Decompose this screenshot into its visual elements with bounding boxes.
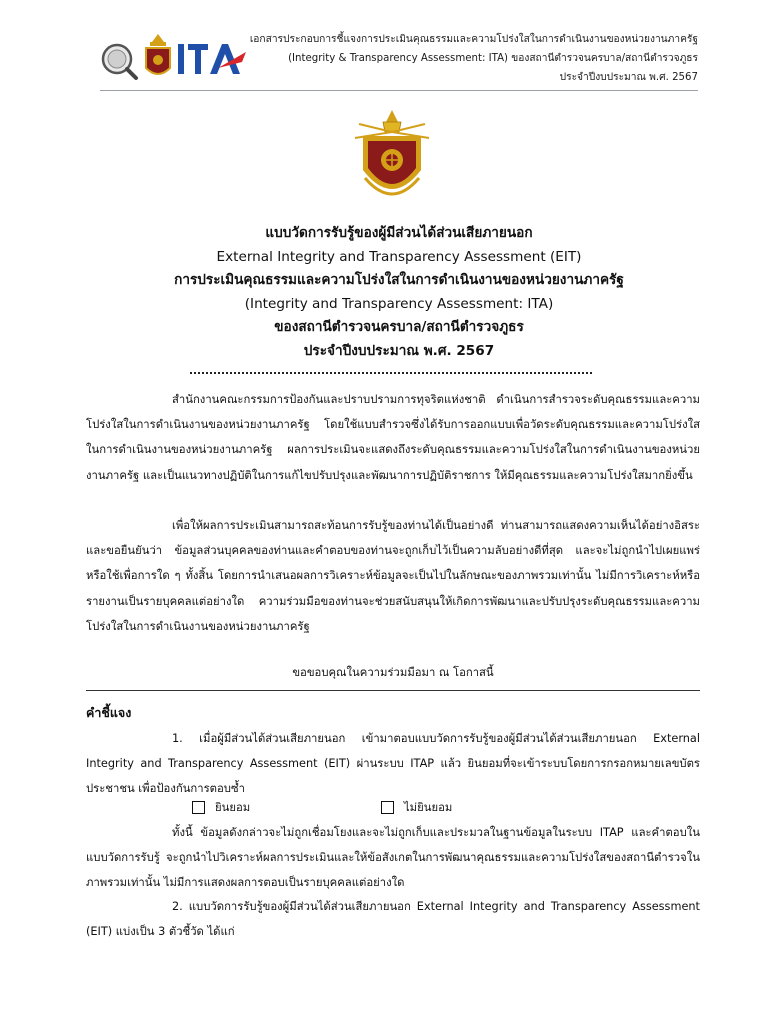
crown-icon [383, 110, 401, 132]
dotted-separator [190, 372, 592, 376]
police-emblem-small-icon [146, 34, 170, 74]
consent-yes-option[interactable] [192, 797, 250, 817]
consent-yes-label: ยินยอม [215, 801, 251, 814]
consent-no-option[interactable] [381, 797, 452, 817]
consent-no-checkbox[interactable] [381, 801, 394, 814]
instruction-item-2: 2. แบบวัดการรับรู้ของผู้มีส่วนได้ส่วนเสียภายนอก External Integrity and Transparency Assessment (EIT) แบ่งเป็น 3 ตัวชี้วัด ได้แก่ [86, 900, 700, 939]
agency-name: ของสถานีตำรวจนครบาล/สถานีตำรวจภูธร [274, 319, 524, 335]
header-line-3: ประจำปีงบประมาณ พ.ศ. 2567 [559, 72, 698, 83]
header-line-2: (Integrity & Transparency Assessment: ITA) ของสถานีตำรวจนครบาล/สถานีตำรวจภูธร [288, 53, 698, 64]
royal-thai-police-emblem [353, 108, 431, 210]
title-thai: แบบวัดการรับรู้ของผู้มีส่วนได้ส่วนเสียภายนอก [265, 225, 533, 241]
fiscal-year: ประจำปีงบประมาณ พ.ศ. 2567 [303, 342, 495, 359]
consent-no-label: ไม่ยินยอม [404, 801, 453, 814]
instruction-item-1: 1. เมื่อผู้มีส่วนได้ส่วนเสียภายนอก เข้ามาตอบแบบวัดการรับรู้ของผู้มีส่วนได้ส่วนเสียภายนอก External Integrity and Transparency Assessment (EIT) ผ่านระบบ ITAP แล้ว ยินยอมที่จะเข้าระบบโดยการกรอกหมายเลขบัตรประชาชน เพื่อป้องกันการตอบซ้ำ [86, 732, 700, 796]
instructions-heading: คำชี้แจง [86, 705, 132, 720]
document-title-block [100, 222, 698, 363]
subtitle-english: (Integrity and Transparency Assessment: ITA) [244, 295, 554, 312]
intro-paragraph-1: สำนักงานคณะกรรมการป้องกันและปราบปรามการทุจริตแห่งชาติ ดำเนินการสำรวจระดับคุณธรรมและความโปร่งใสในการดำเนินงานของหน่วยงานภาครัฐ โดยใช้แบบสำรวจซึ่งได้รับการออกแบบเพื่อวัดระดับคุณธรรมและความโปร่งใสในการดำเนินงานของหน่วยงานภาครัฐ ผลการประเมินจะแสดงถึงระดับคุณธรรมและความโปร่งใสในการดำเนินงานของหน่วยงานภาครัฐ และเป็นแนวทางปฏิบัติในการแก้ไขปรับปรุงและพัฒนาการปฏิบัติราชการ ให้มีคุณธรรมและความโปร่งใสมากยิ่งขึ้น [86, 393, 700, 482]
intro-paragraph-2: เพื่อให้ผลการประเมินสามารถสะท้อนการรับรู้ของท่านได้เป็นอย่างดี ท่านสามารถแสดงความเห็นได้อย่างอิสระ และขอยืนยันว่า ข้อมูลส่วนบุคคลของท่านและคำตอบของท่านจะถูกเก็บไว้เป็นความลับอย่างดีที่สุด และจะไม่ถูกนำไปเผยแพร่หรือใช้เพื่อการใด ๆ ทั้งสิ้น โดยการนำเสนอผลการวิเคราะห์ข้อมูลจะเป็นไปในลักษณะของภาพรวมเท่านั้น ไม่มีการวิเคราะห์หรือรายงานเป็นรายบุคคลแต่อย่างใด ความร่วมมือของท่านจะช่วยสนับสนุนให้เกิดการพัฒนาและปรับปรุงระดับคุณธรรมและความโปร่งใสในการดำเนินงานของหน่วยงานภาครัฐ [86, 519, 700, 633]
header-text [228, 30, 698, 87]
section-divider [86, 690, 700, 691]
thanks-line: ขอขอบคุณในความร่วมมือมา ณ โอกาสนี้ [292, 666, 494, 679]
instruction-item-1-note: ทั้งนี้ ข้อมูลดังกล่าวจะไม่ถูกเชื่อมโยงและจะไม่ถูกเก็บและประมวลในฐานข้อมูลในระบบ ITAP และคำตอบในแบบวัดการรับรู้ จะถูกนำไปวิเคราะห์ผลการประเมินและให้ข้อสังเกตในการพัฒนาคุณธรรมและความโปร่งใสของสถานีตำรวจในภาพรวมเท่านั้น ไม่มีการแสดงผลการตอบเป็นรายบุคคลแต่อย่างใด [86, 826, 700, 890]
magnifier-seal-icon [103, 45, 136, 78]
shield-icon [363, 136, 421, 194]
title-english: External Integrity and Transparency Assessment (EIT) [216, 248, 582, 265]
header-divider [100, 90, 698, 91]
header-line-1: เอกสารประกอบการชี้แจงการประเมินคุณธรรมและความโปร่งใสในการดำเนินงานของหน่วยงานภาครัฐ [249, 34, 698, 45]
subtitle-thai: การประเมินคุณธรรมและความโปร่งใสในการดำเนินงานของหน่วยงานภาครัฐ [174, 272, 624, 288]
consent-yes-checkbox[interactable] [192, 801, 205, 814]
